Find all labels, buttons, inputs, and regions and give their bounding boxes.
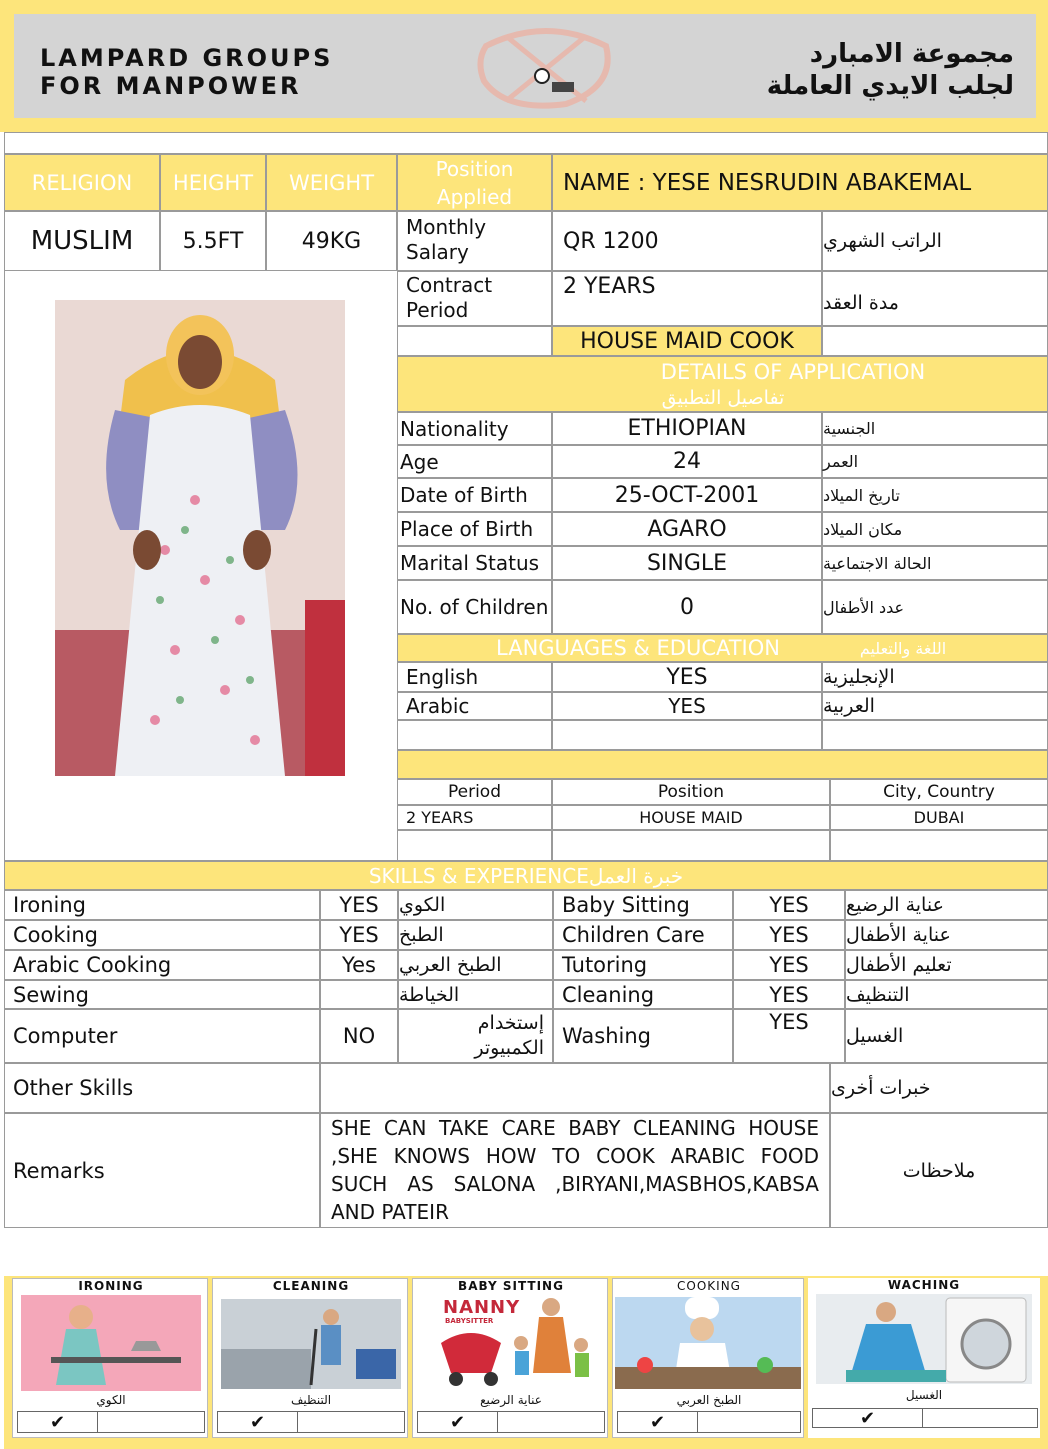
washing-icon (816, 1294, 1032, 1384)
english-ar: الإنجليزية (822, 662, 1048, 692)
contract-ar: مدة العقد (822, 271, 1048, 326)
position-value: HOUSE MAID COOK (552, 326, 822, 356)
company-name-en-line1: LAMPARD GROUPS (40, 44, 334, 72)
other-skills-value (320, 1063, 830, 1113)
skill-tutoring-label: Tutoring (553, 950, 733, 980)
weight-value: 49KG (266, 211, 397, 271)
tile-cooking (612, 1278, 804, 1438)
dob-label: Date of Birth (397, 478, 552, 512)
tile-babysitting-ar: عناية الرضيع (480, 1393, 542, 1407)
candidate-photo (55, 300, 345, 776)
marital-label: Marital Status (397, 546, 552, 580)
salary-label-line2: Salary (406, 240, 469, 264)
salary-label-line1: Monthly (406, 215, 487, 239)
height-label: HEIGHT (160, 154, 266, 211)
position-col-label: Position (552, 779, 830, 805)
skill-tutoring-ar: تعليم الأطفال (845, 950, 1048, 980)
cleaning-icon (221, 1299, 401, 1389)
tile-babysitting-check: ✔ (418, 1412, 498, 1432)
skill-ironing-label: Ironing (4, 890, 320, 920)
skill-childrencare-label: Children Care (553, 920, 733, 950)
tile-cleaning-check: ✔ (218, 1412, 298, 1432)
arabic-value: YES (552, 692, 822, 720)
tile-washing-checkbox (812, 1408, 1038, 1428)
remarks-text: SHE CAN TAKE CARE BABY CLEANING HOUSE ,SHE KNOWS HOW TO COOK ARABIC FOOD SUCH AS SALONA ,BIRYANI,MASBHOS,KABSA AND PATEIR (320, 1113, 830, 1228)
tile-cleaning (212, 1278, 408, 1438)
age-label: Age (397, 445, 552, 478)
blank-cell (397, 830, 552, 861)
english-label: English (397, 662, 552, 692)
ironing-icon (21, 1295, 201, 1391)
header-banner (0, 0, 1048, 132)
details-header (397, 356, 1048, 412)
skill-cooking-ar: الطبخ (398, 920, 553, 950)
company-name-en-line2: FOR MANPOWER (40, 72, 302, 100)
tile-babysitting-title: BABY SITTING (458, 1279, 564, 1293)
pob-value: AGARO (552, 512, 822, 546)
blank-cell (397, 720, 552, 750)
pob-label: Place of Birth (397, 512, 552, 546)
exp-position: HOUSE MAID (552, 805, 830, 830)
skill-computer-ar: إستخدام الكمبيوتر (398, 1009, 553, 1063)
tile-washing-ar: الغسيل (905, 1388, 943, 1402)
skill-washing-ar: الغسيل (845, 1009, 1048, 1063)
exp-period: 2 YEARS (397, 805, 552, 830)
pob-ar: مكان الميلاد (822, 512, 1048, 546)
blank-cell (397, 326, 552, 356)
tile-ironing-check: ✔ (18, 1412, 98, 1432)
exp-city: DUBAI (830, 805, 1048, 830)
skills-title-en: SKILLS & EXPERIENCE (368, 863, 589, 888)
skill-babysitting-ar: عناية الرضيع (845, 890, 1048, 920)
tile-babysitting-art-sub: BABYSITTER (445, 1317, 494, 1325)
languages-title-en: LANGUAGES & EDUCATION (496, 636, 780, 660)
city-label: City, Country (830, 779, 1048, 805)
skill-washing-value: YES (733, 1009, 845, 1063)
other-skills-label: Other Skills (4, 1063, 320, 1113)
skill-cleaning-ar: التنظيف (845, 980, 1048, 1009)
company-name-ar (767, 38, 1014, 102)
nationality-label: Nationality (397, 412, 552, 445)
skill-sewing-value (320, 980, 398, 1009)
spacer-row (4, 132, 1048, 154)
blank-cell (830, 830, 1048, 861)
skill-tutoring-value: YES (733, 950, 845, 980)
arabic-label: Arabic (397, 692, 552, 720)
blank-cell (822, 720, 1048, 750)
blank-cell (822, 326, 1048, 356)
tile-washing (808, 1278, 1040, 1438)
company-emblem-icon (466, 26, 626, 110)
skill-cooking-value: YES (320, 920, 398, 950)
contract-label-line2: Period (406, 298, 469, 322)
tile-cleaning-title: CLEANING (272, 1279, 350, 1293)
salary-ar: الراتب الشهري (822, 211, 1048, 271)
weight-label: WEIGHT (266, 154, 397, 211)
languages-title-ar: اللغة والتعليم (859, 638, 947, 658)
contract-label-line1: Contract (406, 273, 493, 297)
marital-value: SINGLE (552, 546, 822, 580)
tile-babysitting (412, 1278, 608, 1438)
languages-header (397, 634, 1048, 662)
tile-washing-title: WACHING (887, 1278, 961, 1292)
contract-value: 2 YEARS (552, 271, 822, 326)
skill-washing-label: Washing (553, 1009, 733, 1063)
candidate-name: NAME : YESE NESRUDIN ABAKEMAL (552, 154, 1048, 211)
skill-cleaning-label: Cleaning (553, 980, 733, 1009)
english-value: YES (552, 662, 822, 692)
tile-babysitting-art: NANNY (443, 1297, 521, 1318)
tile-cleaning-checkbox (217, 1411, 405, 1433)
contract-label (397, 271, 552, 326)
tile-cooking-check: ✔ (618, 1412, 698, 1432)
children-label: No. of Children (397, 580, 552, 634)
skill-babysitting-label: Baby Sitting (553, 890, 733, 920)
skill-sewing-ar: الخياطة (398, 980, 553, 1009)
skills-header (4, 861, 1048, 890)
company-name-ar-line2: لجلب الايدي العاملة (766, 71, 1014, 101)
tile-ironing (12, 1278, 208, 1438)
company-name-en (40, 44, 333, 100)
skill-ironing-value: YES (320, 890, 398, 920)
skill-cleaning-value: YES (733, 980, 845, 1009)
blank-cell (552, 720, 822, 750)
children-ar: عدد الأطفال (822, 580, 1048, 634)
tile-cooking-title: COOKING (677, 1279, 741, 1293)
marital-ar: الحالة الاجتماعية (822, 546, 1048, 580)
tile-ironing-title: IRONING (78, 1279, 144, 1293)
skill-arabiccooking-ar: الطبخ العربي (398, 950, 553, 980)
experience-header-bar (397, 750, 1048, 779)
skill-arabiccooking-value: Yes (320, 950, 398, 980)
religion-value: MUSLIM (4, 211, 160, 271)
children-value: 0 (552, 580, 822, 634)
cooking-icon (615, 1297, 801, 1389)
arabic-ar: العربية (822, 692, 1048, 720)
tile-cooking-checkbox (617, 1411, 801, 1433)
skill-cooking-label: Cooking (4, 920, 320, 950)
tile-cooking-ar: الطبخ العربي (676, 1393, 742, 1407)
dob-value: 25-OCT-2001 (552, 478, 822, 512)
header-panel (14, 14, 1036, 118)
tile-ironing-checkbox (17, 1411, 205, 1433)
skill-sewing-label: Sewing (4, 980, 320, 1009)
skill-arabiccooking-label: Arabic Cooking (4, 950, 320, 980)
salary-value: QR 1200 (552, 211, 822, 271)
details-title-en: DETAILS OF APPLICATION (660, 360, 926, 384)
nationality-value: ETHIOPIAN (552, 412, 822, 445)
age-ar: العمر (822, 445, 1048, 478)
other-skills-ar: خبرات أخرى (830, 1063, 1048, 1113)
blank-cell (552, 830, 830, 861)
height-value: 5.5FT (160, 211, 266, 271)
nationality-ar: الجنسية (822, 412, 1048, 445)
tile-washing-check: ✔ (813, 1409, 923, 1427)
skill-childrencare-value: YES (733, 920, 845, 950)
skills-title-ar: خبرة العمل (588, 863, 684, 888)
skill-computer-label: Computer (4, 1009, 320, 1063)
tile-cleaning-ar: التنظيف (290, 1393, 332, 1407)
tile-ironing-ar: الكوي (96, 1393, 126, 1407)
period-label: Period (397, 779, 552, 805)
skill-babysitting-value: YES (733, 890, 845, 920)
tile-babysitting-checkbox (417, 1411, 605, 1433)
company-name-ar-line1: مجموعة الامبارد (809, 39, 1014, 69)
salary-label (397, 211, 552, 271)
details-title-ar: تفاصيل التطبيق (661, 387, 785, 409)
dob-ar: تاريخ الميلاد (822, 478, 1048, 512)
remarks-ar: ملاحظات (830, 1113, 1048, 1228)
skill-computer-value: NO (320, 1009, 398, 1063)
position-applied-label: Position Applied (397, 154, 552, 211)
remarks-label: Remarks (4, 1113, 320, 1228)
religion-label: RELIGION (4, 154, 160, 211)
age-value: 24 (552, 445, 822, 478)
skill-childrencare-ar: عناية الأطفال (845, 920, 1048, 950)
skill-ironing-ar: الكوي (398, 890, 553, 920)
